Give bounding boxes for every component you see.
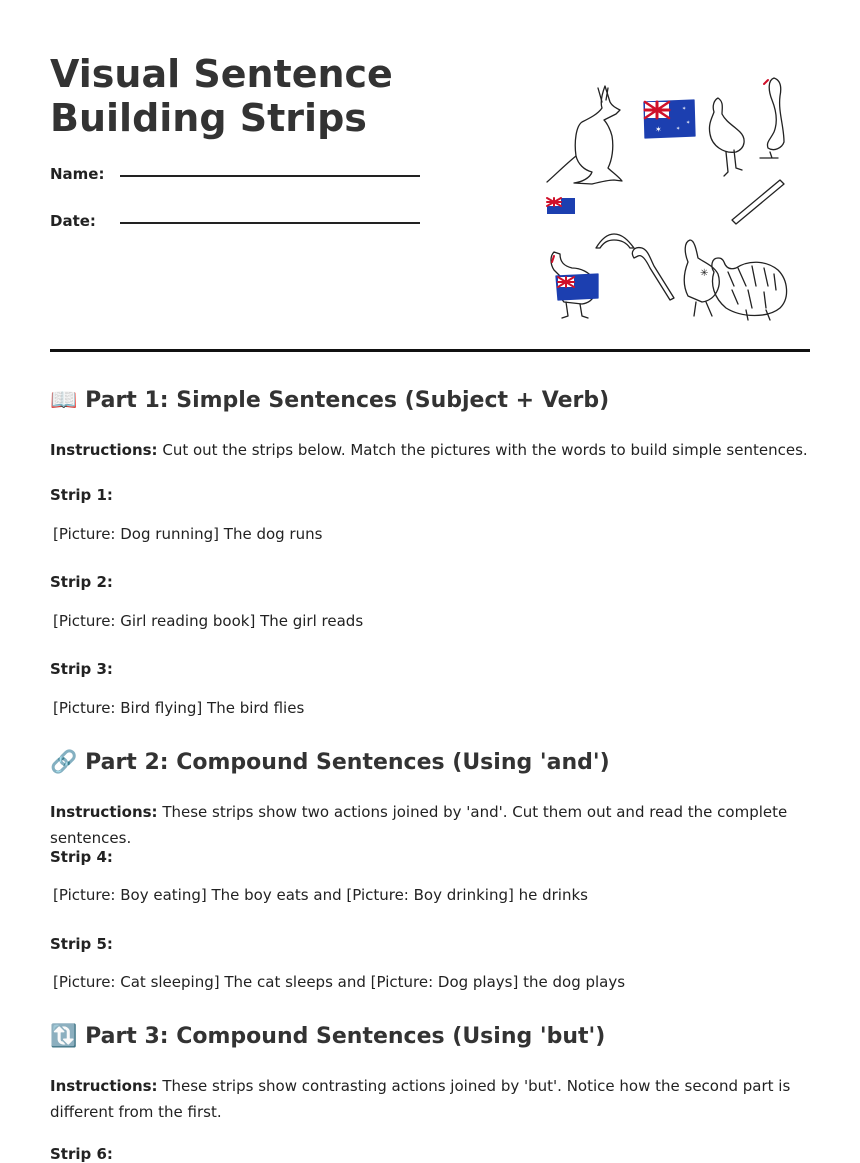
- svg-text:✶: ✶: [686, 120, 691, 126]
- strip-text: [Picture: Cat sleeping] The cat sleeps and [Picture: Dog plays] the dog plays: [53, 973, 626, 991]
- strip-text: [Picture: Boy eating] The boy eats and [Picture: Boy drinking] he drinks: [53, 886, 588, 904]
- part-3-heading: [50, 1024, 605, 1049]
- worksheet-title: [50, 52, 393, 140]
- title-line-1: Visual Sentence: [50, 52, 393, 96]
- australian-clipart: [542, 72, 792, 322]
- worksheet-header: [50, 50, 810, 352]
- name-label: Name:: [50, 165, 105, 183]
- part-1-instructions-text: Cut out the strips below. Match the pictures with the words to build simple sentences.: [162, 441, 808, 459]
- part-3-instructions: [50, 1073, 812, 1125]
- part-2-title: Part 2: Compound Sentences (Using 'and'): [85, 750, 610, 775]
- emu-icon: [709, 98, 744, 176]
- part-2-instructions: [50, 799, 812, 851]
- strip-text: [Picture: Girl reading book] The girl reads: [53, 612, 364, 630]
- date-label: Date:: [50, 212, 96, 230]
- small-flag-icon: [547, 198, 575, 214]
- strip-label: Strip 3:: [50, 660, 113, 678]
- part-1-instructions: [50, 437, 812, 463]
- part-1-heading: [50, 388, 609, 413]
- instructions-label: Instructions:: [50, 803, 158, 821]
- part-1-title: Part 1: Simple Sentences (Subject + Verb): [85, 388, 610, 413]
- swan-icon: [760, 78, 784, 158]
- strip-label: Strip 2:: [50, 573, 113, 591]
- strip-text: [Picture: Bird flying] The bird flies: [53, 699, 305, 717]
- strip-label: Strip 5:: [50, 935, 113, 953]
- strip-text: [Picture: Dog running] The dog runs: [53, 525, 323, 543]
- kangaroo-icon: [547, 86, 622, 184]
- part-3-title: Part 3: Compound Sentences (Using 'but'): [85, 1024, 606, 1049]
- part-2-instructions-text: These strips show two actions joined by 'and'. Cut them out and read the complete sentences.: [50, 803, 788, 847]
- svg-text:✶: ✶: [682, 106, 687, 112]
- walking-cane-icon: [632, 248, 674, 300]
- emu-with-flag-icon: [551, 252, 598, 318]
- name-field[interactable]: [120, 175, 420, 177]
- svg-text:✶: ✶: [655, 125, 662, 134]
- stick-icon: [732, 180, 784, 224]
- part-2-heading: [50, 750, 610, 775]
- title-line-2: Building Strips: [50, 96, 367, 140]
- link-icon: 🔗: [50, 750, 78, 775]
- strip-label: Strip 4:: [50, 848, 113, 866]
- instructions-label: Instructions:: [50, 441, 158, 459]
- strip-label: Strip 1:: [50, 486, 113, 504]
- emu-pair-icon: [684, 240, 786, 320]
- boomerang-icon: [596, 234, 634, 248]
- svg-text:✶: ✶: [676, 126, 681, 132]
- repeat-icon: 🔃: [50, 1024, 78, 1049]
- svg-text:✳: ✳: [700, 268, 709, 279]
- australian-flag-icon: [644, 100, 695, 138]
- book-icon: 📖: [50, 388, 78, 413]
- date-field[interactable]: [120, 222, 420, 224]
- strip-label: Strip 6:: [50, 1145, 113, 1163]
- part-3-instructions-text: These strips show contrasting actions joined by 'but'. Notice how the second part is different from the first.: [50, 1077, 791, 1121]
- instructions-label: Instructions:: [50, 1077, 158, 1095]
